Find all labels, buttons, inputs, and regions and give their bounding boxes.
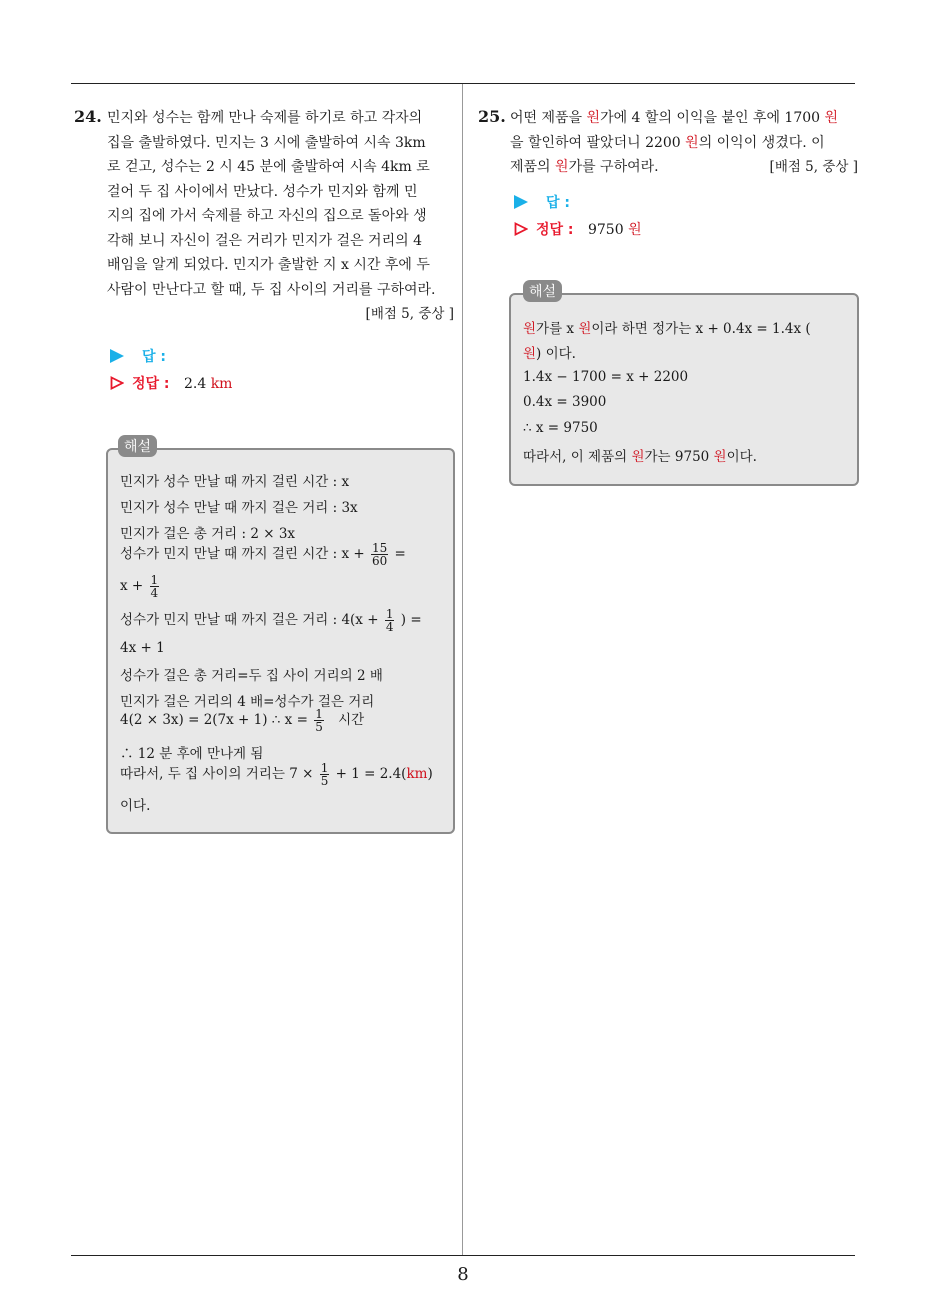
top-rule — [71, 83, 855, 84]
correct-unit: km — [210, 376, 233, 392]
question-line: 사람이 만난다고 할 때, 두 집 사이의 거리를 구하여라. — [107, 281, 436, 298]
solution-line: 민지가 걸은 거리의 4 배=성수가 걸은 거리 — [120, 694, 375, 710]
solution-line: 따라서, 이 제품의 원가는 9750 원이다. — [523, 449, 757, 465]
solution-tag: 해설 — [523, 280, 562, 302]
solution-line: 원) 이다. — [523, 346, 576, 362]
solution-line: 민지가 성수 만날 때 까지 걸린 시간 : x — [120, 474, 350, 490]
fraction: $\frac{15}{60}$ — [371, 541, 388, 568]
fraction: $\frac{1}{4}$ — [150, 573, 159, 600]
question-line: 제품의 원가를 구하여라. [배점 5, 중상 ] — [510, 155, 858, 180]
solution-line: 0.4x = 3900 — [523, 394, 607, 410]
fraction: $\frac{1}{4}$ — [385, 607, 394, 634]
question-line: 집을 출발하였다. 민지는 3 시에 출발하여 시속 3km — [107, 134, 426, 151]
column-divider — [462, 84, 463, 1256]
question-line: 민지와 성수는 함께 만나 숙제를 하기로 하고 각자의 — [107, 110, 423, 126]
fraction: $\frac{1}{5}$ — [315, 707, 323, 734]
question-line: 배임을 알게 되었다. 민지가 출발한 지 x 시간 후에 두 — [107, 257, 430, 273]
solution-line: 성수가 민지 만날 때 까지 걸은 거리 : 4(x + $\frac{1}{4}$ ) = — [120, 607, 422, 634]
question-line: 각해 보니 자신이 걸은 거리가 민지가 걸은 거리의 4 — [107, 232, 422, 249]
play-icon — [514, 195, 528, 209]
score-meta: [배점 5, 중상 ] — [365, 306, 454, 322]
solution-line: 성수가 민지 만날 때 까지 걸린 시간 : x + $\frac{15}{60}$ = — [120, 541, 406, 568]
answer-row — [110, 346, 166, 366]
correct-label: 정답 : — [536, 222, 574, 238]
solution-line: 이다. — [120, 798, 151, 814]
bottom-rule — [71, 1255, 855, 1256]
solution-line: 1.4x − 1700 = x + 2200 — [523, 369, 689, 385]
solution-line: 민지가 걸은 총 거리 : 2 × 3x — [120, 526, 296, 542]
question-number: 24. — [74, 107, 102, 126]
solution-line: 4(2 × 3x) = 2(7x + 1) ∴ x = $\frac{1}{5}$ 시간 — [120, 707, 365, 734]
outline-triangle-icon — [110, 376, 124, 390]
question-line: 어떤 제품을 원가에 4 할의 이익을 붙인 후에 1700 원 — [510, 110, 839, 126]
question-line: 지의 집에 가서 숙제를 하고 자신의 집으로 돌아와 생 — [107, 208, 427, 224]
answer-label: 답 : — [142, 349, 166, 365]
page-number: 8 — [457, 1264, 469, 1285]
question-line: 걸어 두 집 사이에서 만났다. 성수가 민지와 함께 민 — [107, 183, 418, 200]
outline-triangle-icon — [514, 222, 528, 236]
question-number: 25. — [478, 107, 506, 126]
question-line: 로 걷고, 성수는 2 시 45 분에 출발하여 시속 4km 로 — [107, 159, 430, 175]
correct-answer-row — [110, 373, 232, 393]
solution-line: 민지가 성수 만날 때 까지 걸은 거리 : 3x — [120, 500, 358, 516]
question-line: 을 할인하여 팔았더니 2200 원의 이익이 생겼다. 이 — [510, 134, 825, 151]
solution-line: 성수가 걸은 총 거리=두 집 사이 거리의 2 배 — [120, 668, 383, 684]
correct-unit: 원 — [628, 222, 642, 238]
solution-box — [509, 293, 859, 486]
solution-line: 따라서, 두 집 사이의 거리는 7 × $\frac{1}{5}$ + 1 = 2.4(km) — [120, 761, 433, 788]
correct-label: 정답 : — [132, 376, 170, 392]
correct-answer-row — [514, 219, 642, 239]
correct-value: 2.4 — [183, 376, 207, 392]
correct-value: 9750 — [587, 222, 624, 238]
play-icon — [110, 349, 124, 363]
fraction: $\frac{1}{5}$ — [320, 761, 329, 788]
solution-line: ∴ 12 분 후에 만나게 됨 — [120, 746, 264, 762]
answer-row — [514, 192, 570, 212]
solution-line: 원가를 x 원이라 하면 정가는 x + 0.4x = 1.4x ( — [523, 321, 811, 337]
question-text — [107, 106, 454, 327]
solution-line: x + $\frac{1}{4}$ — [120, 573, 159, 600]
solution-box — [106, 448, 455, 834]
question-text — [510, 106, 858, 180]
answer-label: 답 : — [546, 195, 570, 211]
score-meta: [배점 5, 중상 ] — [769, 159, 858, 175]
solution-line: 4x + 1 — [120, 640, 165, 656]
solution-tag: 해설 — [118, 435, 157, 457]
solution-line: ∴ x = 9750 — [523, 420, 598, 436]
